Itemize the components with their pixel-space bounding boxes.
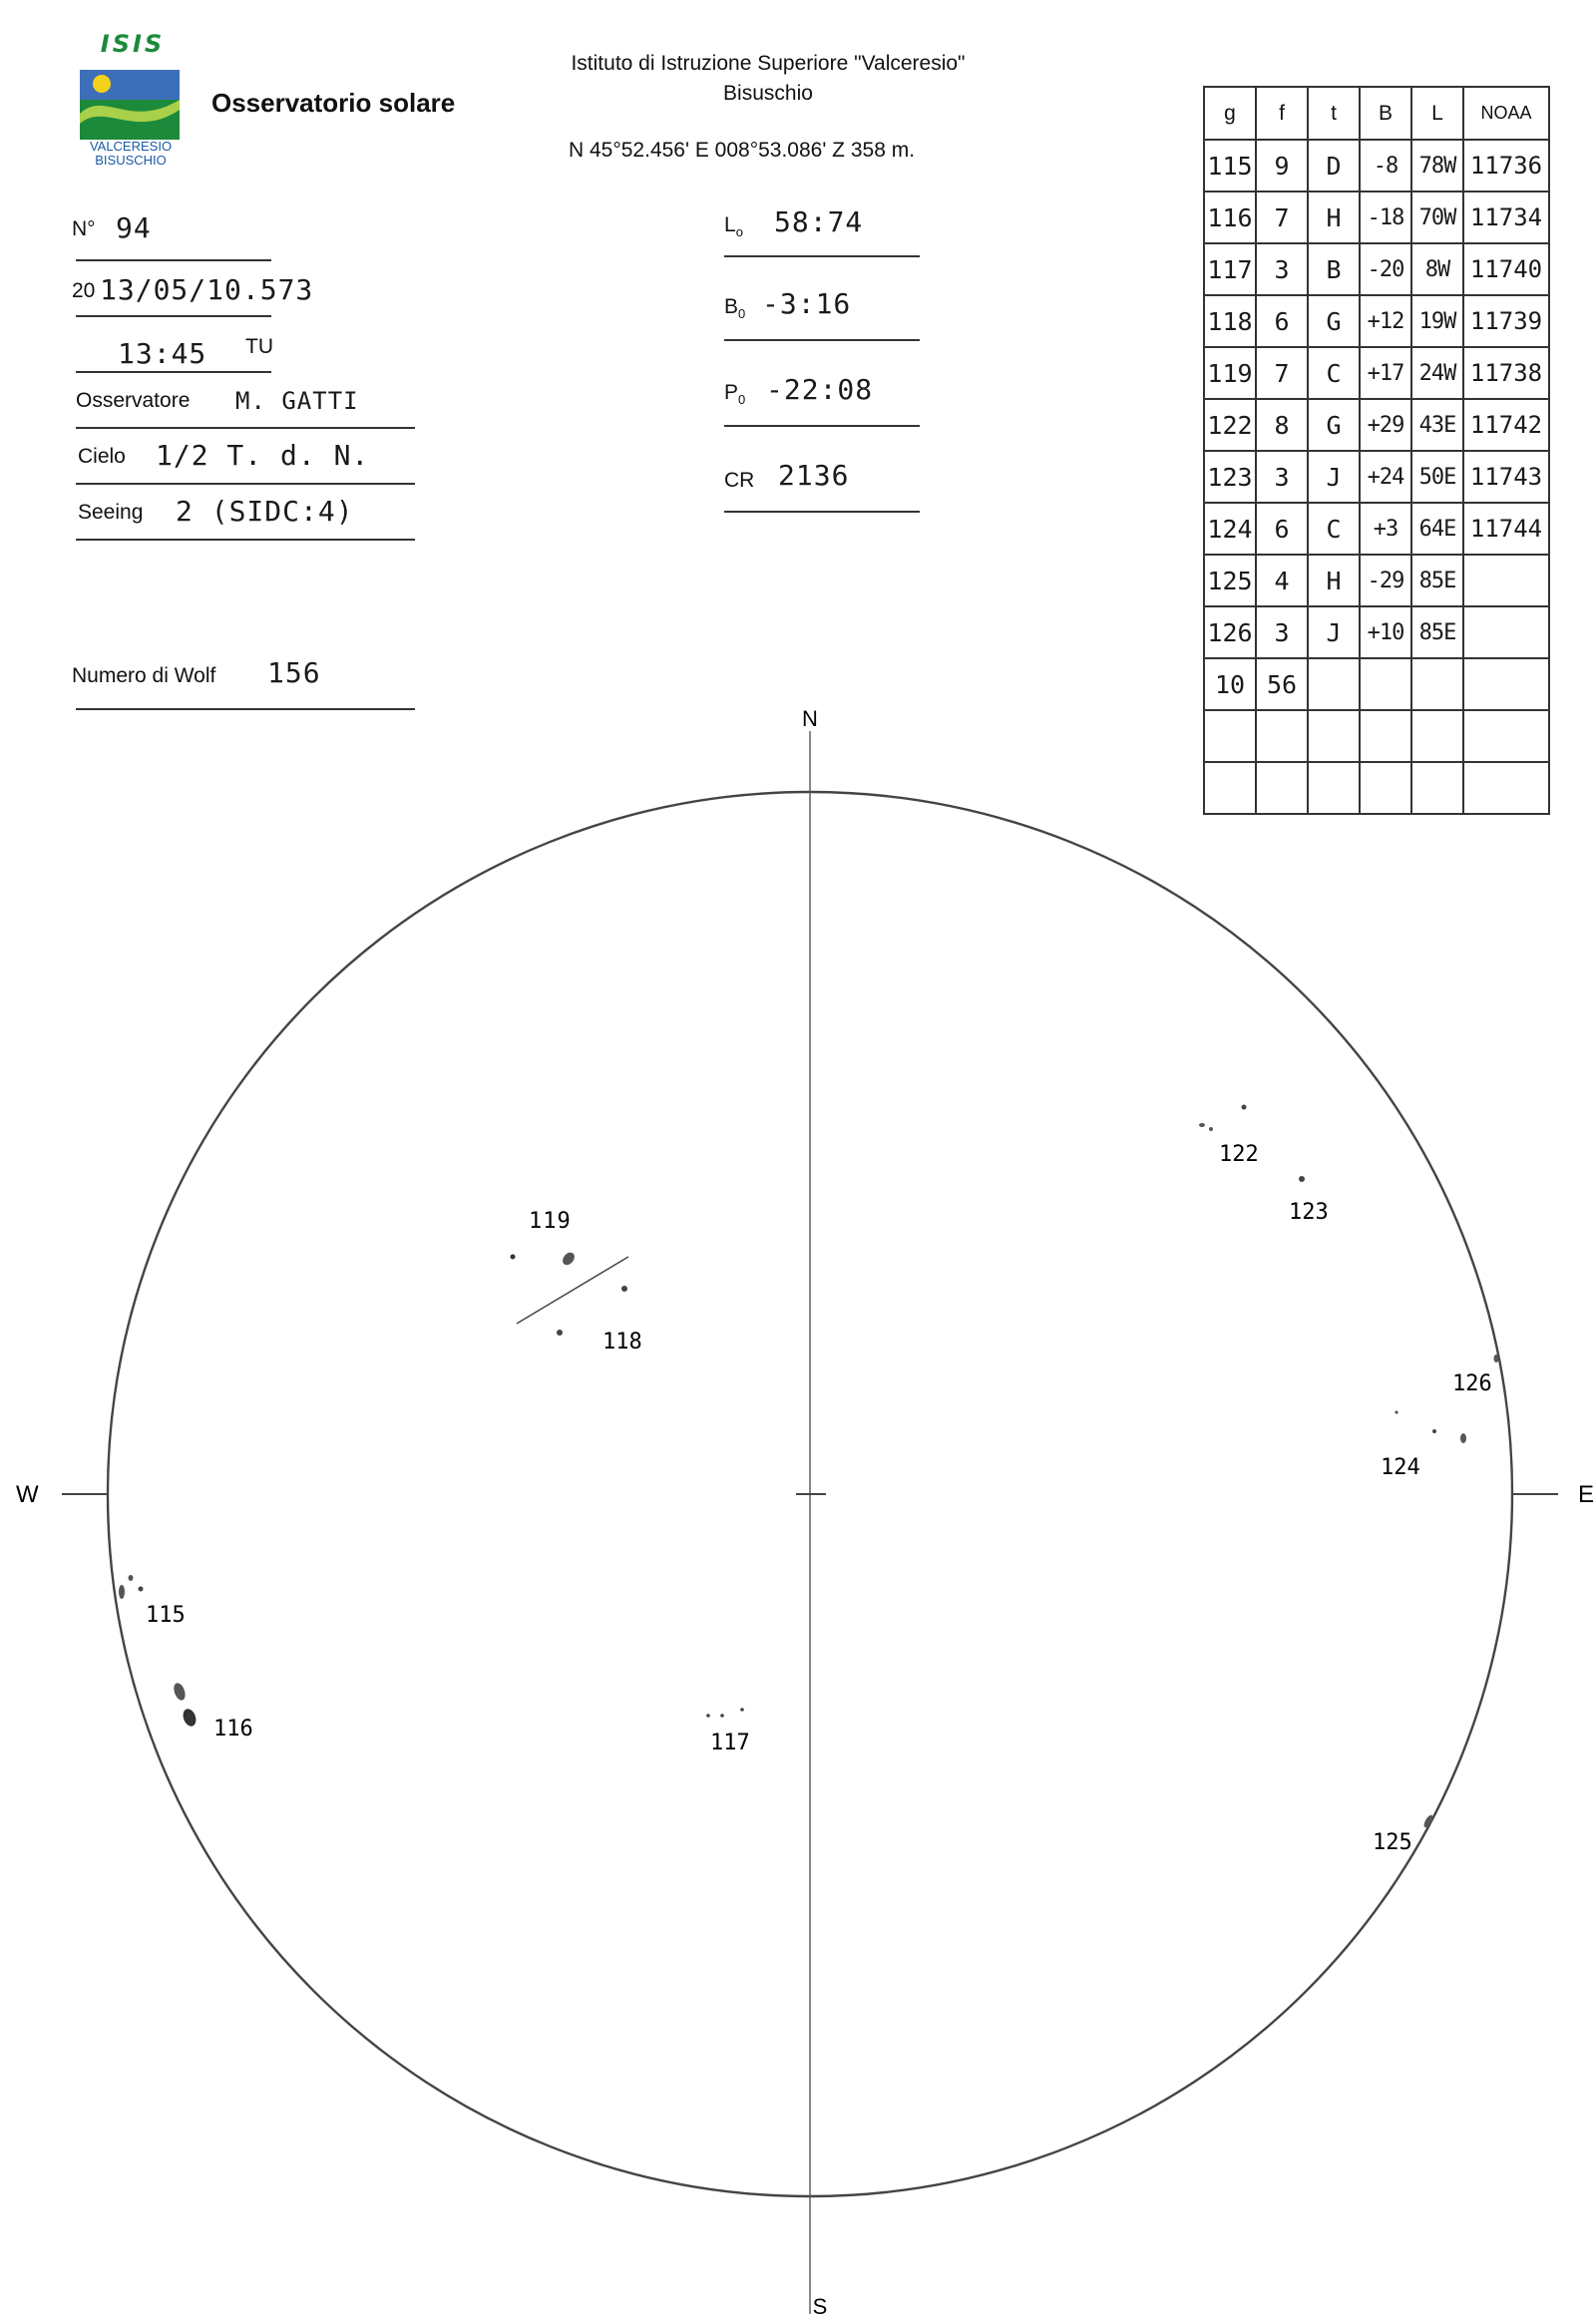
b0-value: -3:16 — [762, 287, 852, 320]
sunspot — [1432, 1429, 1436, 1433]
table-cell: +17 — [1360, 347, 1411, 399]
table-cell: J — [1308, 606, 1360, 658]
sunspot — [119, 1585, 125, 1599]
sunspot — [1299, 1176, 1305, 1182]
column-header: f — [1256, 87, 1308, 140]
sunspot — [621, 1286, 627, 1292]
table-cell: 85E — [1411, 606, 1463, 658]
observer-label: Osservatore — [76, 389, 191, 412]
time-value: 13:45 — [118, 337, 207, 370]
table-row — [1204, 399, 1549, 451]
table-row — [1204, 606, 1549, 658]
logo-subtitle: VALCERESIO — [89, 139, 173, 154]
table-cell: -29 — [1360, 555, 1411, 606]
table-cell: 123 — [1204, 451, 1256, 503]
table-cell — [1463, 606, 1549, 658]
table-cell: 6 — [1256, 295, 1308, 347]
table-cell: 10 — [1204, 658, 1256, 710]
table-cell — [1463, 555, 1549, 606]
l0-label — [724, 213, 743, 239]
group-label-123: 123 — [1289, 1200, 1329, 1225]
sunspot — [557, 1330, 563, 1336]
rule — [724, 425, 920, 427]
table-cell: 11734 — [1463, 192, 1549, 243]
sky-label: Cielo — [78, 445, 126, 468]
table-row — [1204, 243, 1549, 295]
institute-name: Istituto di Istruzione Superiore "Valceresio" — [571, 52, 966, 75]
group-label-119: 119 — [529, 1209, 572, 1234]
table-cell: 56 — [1256, 658, 1308, 710]
date-prefix: 20 — [72, 279, 96, 302]
isis-logo — [76, 30, 186, 170]
sunspot — [561, 1250, 578, 1267]
sunspot — [1460, 1433, 1466, 1443]
column-header: g — [1204, 87, 1256, 140]
group-label-124: 124 — [1381, 1455, 1420, 1480]
wolf-label: Numero di Wolf — [72, 664, 216, 687]
table-cell: B — [1308, 243, 1360, 295]
east-label: E — [1578, 1481, 1595, 1508]
table-cell: 64E — [1411, 503, 1463, 555]
sunspot — [720, 1714, 724, 1718]
rule — [724, 255, 920, 257]
table-cell: 124 — [1204, 503, 1256, 555]
sunspot — [1199, 1123, 1205, 1127]
group-label-122: 122 — [1219, 1142, 1259, 1167]
logo-subtitle: BISUSCHIO — [95, 153, 167, 168]
table-cell: 115 — [1204, 140, 1256, 192]
wolf-value: 156 — [267, 656, 321, 689]
north-label: N — [802, 706, 818, 731]
table-cell: 119 — [1204, 347, 1256, 399]
table-cell: J — [1308, 451, 1360, 503]
table-cell: 85E — [1411, 555, 1463, 606]
table-cell: +29 — [1360, 399, 1411, 451]
table-cell: 11744 — [1463, 503, 1549, 555]
table-cell: 9 — [1256, 140, 1308, 192]
table-cell: +10 — [1360, 606, 1411, 658]
solar-disk-drawing — [0, 698, 1596, 2317]
table-cell: 7 — [1256, 192, 1308, 243]
group-label-117: 117 — [710, 1731, 750, 1755]
observatory-title: Osservatorio solare — [211, 88, 456, 118]
sunspot — [139, 1587, 144, 1592]
time-unit: TU — [245, 335, 273, 358]
sunspot — [511, 1255, 516, 1260]
b0-label — [724, 295, 745, 321]
table-cell: 11736 — [1463, 140, 1549, 192]
sunspot — [706, 1714, 710, 1718]
table-row — [1204, 555, 1549, 606]
cr-label: CR — [724, 469, 755, 492]
table-cell: 11742 — [1463, 399, 1549, 451]
rule — [76, 539, 415, 541]
p0-label — [724, 381, 745, 407]
p0-symbol: P — [724, 381, 739, 404]
table-cell: 8W — [1411, 243, 1463, 295]
table-cell: 116 — [1204, 192, 1256, 243]
table-cell: 3 — [1256, 451, 1308, 503]
table-cell: D — [1308, 140, 1360, 192]
table-cell: 50E — [1411, 451, 1463, 503]
table-cell: 3 — [1256, 243, 1308, 295]
table-cell: 11739 — [1463, 295, 1549, 347]
table-cell: 4 — [1256, 555, 1308, 606]
rule — [76, 483, 415, 485]
sunspot — [181, 1707, 198, 1728]
group-label-115: 115 — [146, 1603, 186, 1628]
table-cell: 78W — [1411, 140, 1463, 192]
rule — [76, 427, 415, 429]
table-row — [1204, 347, 1549, 399]
table-cell: +24 — [1360, 451, 1411, 503]
table-cell: 118 — [1204, 295, 1256, 347]
table-cell: 125 — [1204, 555, 1256, 606]
table-cell: 3 — [1256, 606, 1308, 658]
sunspot — [129, 1575, 134, 1581]
b0-symbol: B — [724, 295, 739, 318]
table-cell: C — [1308, 347, 1360, 399]
table-cell: 126 — [1204, 606, 1256, 658]
p0-subscript: 0 — [738, 392, 746, 408]
table-cell: 8 — [1256, 399, 1308, 451]
table-row — [1204, 295, 1549, 347]
rule — [76, 315, 271, 317]
column-header: t — [1308, 87, 1360, 140]
table-cell: G — [1308, 399, 1360, 451]
group-label-126: 126 — [1452, 1371, 1492, 1396]
table-row — [1204, 451, 1549, 503]
rule — [724, 339, 920, 341]
seeing-label: Seeing — [78, 501, 144, 524]
seeing-value: 2 (SIDC:4) — [176, 495, 354, 528]
number-value: 94 — [116, 211, 152, 244]
rule — [724, 511, 920, 513]
table-cell: 6 — [1256, 503, 1308, 555]
date-value: 13/05/10.573 — [100, 273, 314, 306]
sunspot — [1396, 1411, 1398, 1414]
observer-value: M. GATTI — [235, 387, 359, 415]
table-cell: 24W — [1411, 347, 1463, 399]
cr-value: 2136 — [778, 459, 850, 492]
table-row — [1204, 192, 1549, 243]
table-cell: 11740 — [1463, 243, 1549, 295]
table-cell: 70W — [1411, 192, 1463, 243]
table-cell: H — [1308, 192, 1360, 243]
l0-subscript: o — [735, 224, 743, 240]
table-cell: 7 — [1256, 347, 1308, 399]
group-label-125: 125 — [1373, 1830, 1412, 1855]
table-cell: 11738 — [1463, 347, 1549, 399]
table-cell: -8 — [1360, 140, 1411, 192]
table-cell: 11743 — [1463, 451, 1549, 503]
table-cell: 122 — [1204, 399, 1256, 451]
group-label-116: 116 — [213, 1717, 253, 1741]
sunspot — [1209, 1127, 1213, 1131]
sunspot — [1494, 1354, 1499, 1362]
table-cell: 43E — [1411, 399, 1463, 451]
table-cell: G — [1308, 295, 1360, 347]
rule — [76, 259, 271, 261]
table-cell: 19W — [1411, 295, 1463, 347]
p0-value: -22:08 — [766, 373, 874, 406]
sunspot — [172, 1682, 188, 1702]
number-label: N° — [72, 217, 96, 240]
logo-wordmark: ISIS — [100, 30, 166, 58]
table-cell: C — [1308, 503, 1360, 555]
rule — [76, 371, 271, 373]
l0-symbol: L — [724, 213, 736, 236]
table-cell: H — [1308, 555, 1360, 606]
table-row — [1204, 503, 1549, 555]
table-cell: +12 — [1360, 295, 1411, 347]
table-cell: +3 — [1360, 503, 1411, 555]
table-cell: -20 — [1360, 243, 1411, 295]
table-row — [1204, 140, 1549, 192]
table-cell: -18 — [1360, 192, 1411, 243]
sky-value: 1/2 T. d. N. — [156, 439, 370, 472]
table-cell: 117 — [1204, 243, 1256, 295]
column-header: NOAA — [1463, 87, 1549, 140]
table-header-row — [1204, 87, 1549, 140]
west-label: W — [16, 1481, 39, 1508]
sunspot — [740, 1708, 744, 1712]
group-label-118: 118 — [602, 1330, 642, 1354]
column-header: L — [1411, 87, 1463, 140]
group-119-118-divider — [517, 1257, 628, 1324]
site-coordinates: N 45°52.456' E 008°53.086' Z 358 m. — [569, 139, 916, 162]
column-header: B — [1360, 87, 1411, 140]
l0-value: 58:74 — [774, 205, 864, 238]
sunspot — [1242, 1105, 1247, 1110]
institute-town: Bisuschio — [723, 82, 813, 105]
south-label: S — [812, 2294, 828, 2317]
b0-subscript: 0 — [738, 306, 746, 322]
